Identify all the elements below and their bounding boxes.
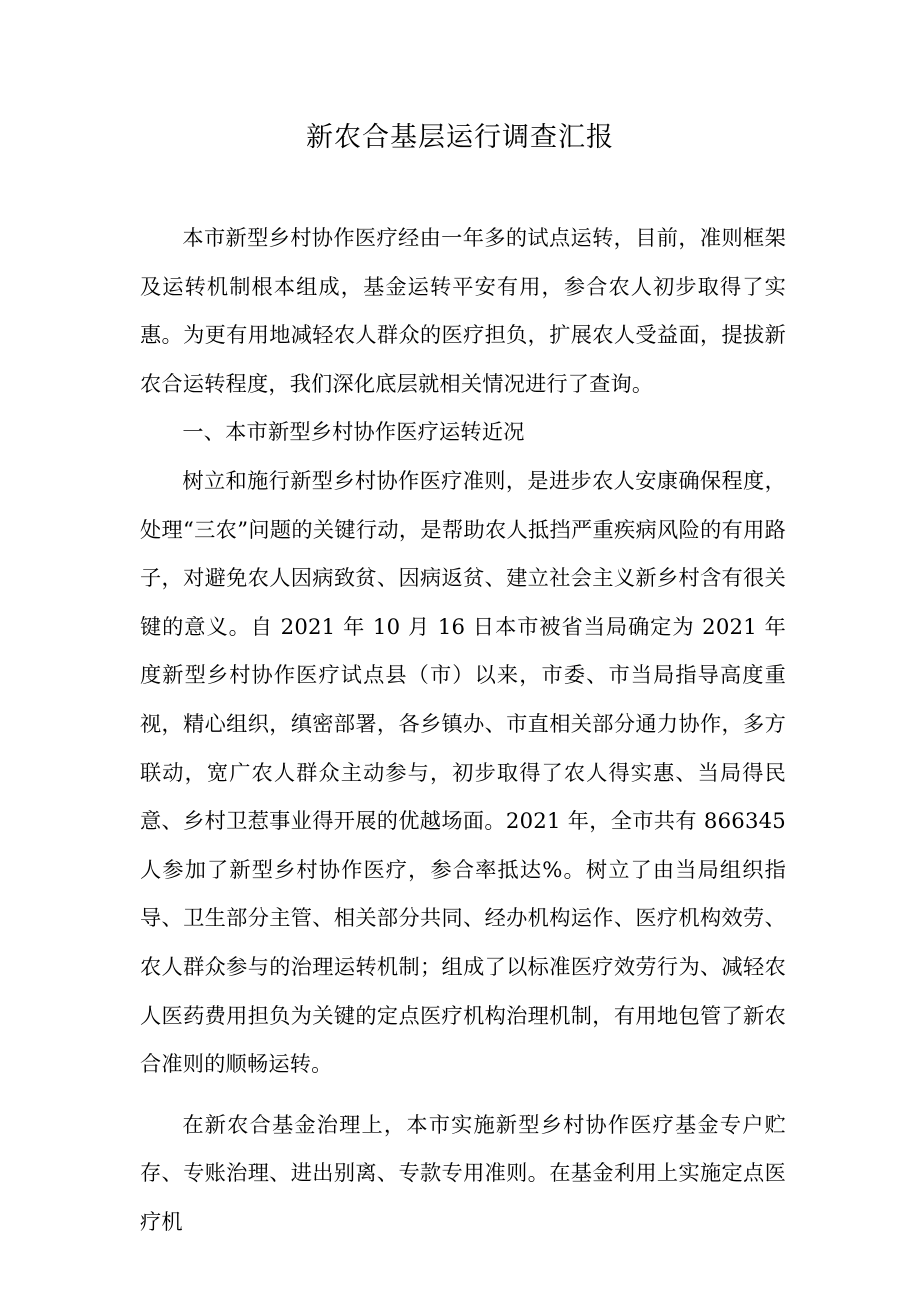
section-heading: 一、本市新型乡村协作医疗运转近况 [182, 419, 525, 445]
paragraph-fund-management: 在新农合基金治理上，本市实施新型乡村协作医疗基金专户贮存、专账治理、进出别离、专款专用准则。在基金利用上实施定点医疗机 [140, 1111, 786, 1234]
paragraph-status: 树立和施行新型乡村协作医疗准则，是进步农人安康确保程度，处理“三农”问题的关键行动，是帮助农人抵挡严重疾病风险的有用路子，对避免农人因病致贫、因病返贫、建立社会主义新乡村含有很关键的意义。自 2021 年 10 月 16 日本市被省当局确定为 2021 年度新型乡村协作医疗试点县（市）以来，市委、市当局指导高度重视，精心组织，缜密部署，各乡镇办、市直相关部分通力协作，多方联动，宽广农人群众主动参与，初步取得了农人得实惠、当局得民意、乡村卫惹事业得开展的优越场面。2021 年，全市共有 866345 人参加了新型乡村协作医疗，参合率抵达%。树立了由当局组织指导、卫生部分主管、相关部分共同、经办机构运作、医疗机构效劳、农人群众参与的治理运转机制；组成了以标准医疗效劳行为、减轻农人医药费用担负为关键的定点医疗机构治理机制，有用地包管了新农合准则的顺畅运转。 [140, 467, 786, 1077]
paragraph-intro: 本市新型乡村协作医疗经由一年多的试点运转，目前，准则框架及运转机制根本组成，基金运转平安有用，参合农人初步取得了实惠。为更有用地减轻农人群众的医疗担负，扩展农人受益面，提拔新农合运转程度，我们深化底层就相关情况进行了查询。 [140, 225, 786, 396]
document-title: 新农合基层运行调查汇报 [306, 122, 614, 153]
document-body [140, 214, 786, 1246]
